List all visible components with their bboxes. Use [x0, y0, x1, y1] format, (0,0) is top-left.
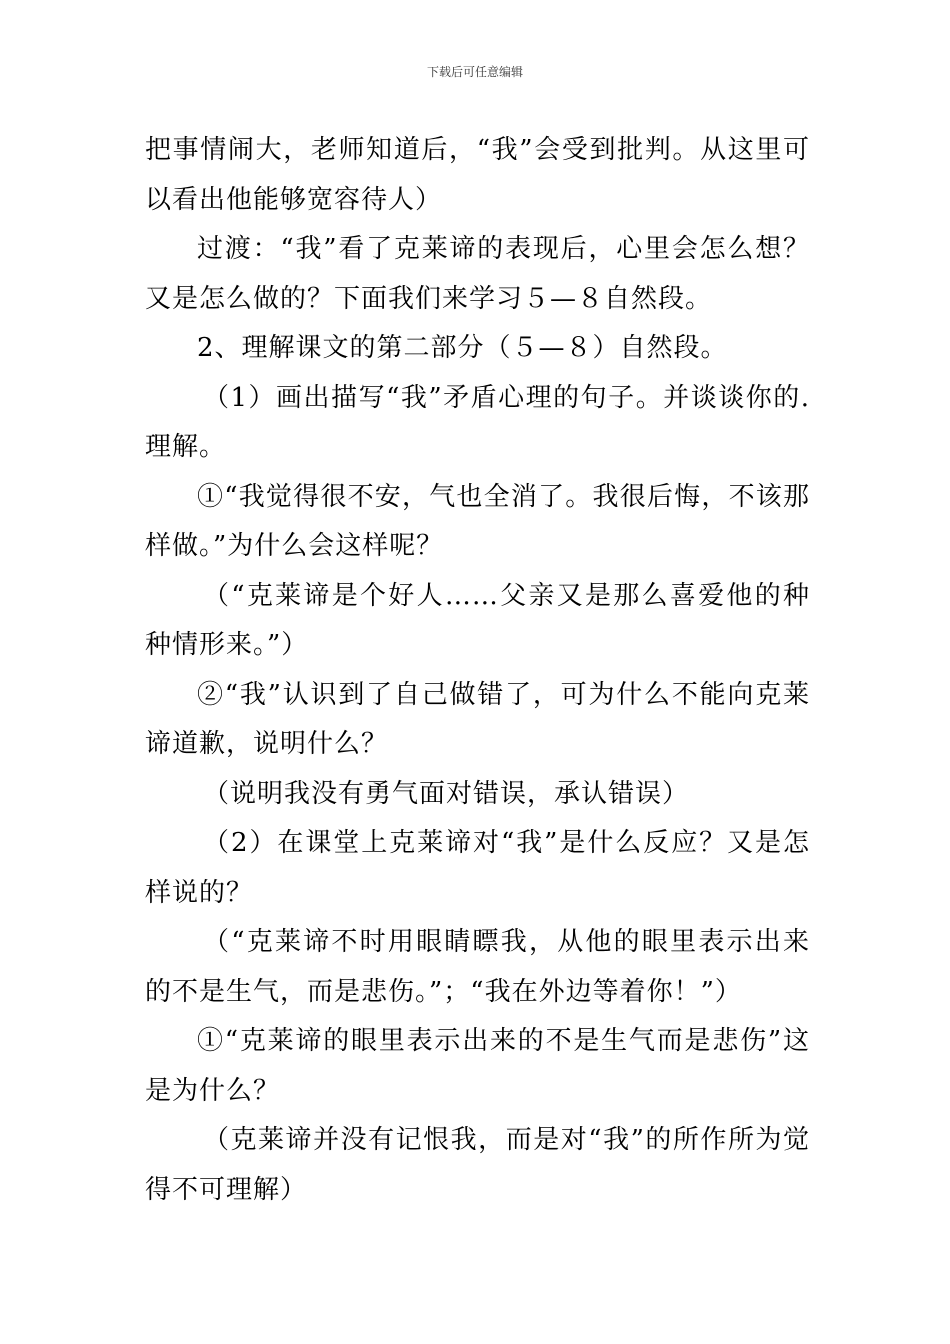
paragraph-1: 把事情闹大，老师知道后，“我”会受到批判。从这里可以看出他能够宽容待人） — [145, 135, 810, 215]
paragraph-7: ②“我”认识到了自己做错了，可为什么不能向克莱谛道歉，说明什么？ — [145, 679, 810, 759]
paragraph-12: （克莱谛并没有记恨我，而是对“我”的所作所为觉得不可理解） — [145, 1125, 810, 1205]
paragraph-3: 2、理解课文的第二部分（５—８）自然段。 — [197, 333, 728, 363]
paragraph-4: （1）画出描写“我”矛盾心理的句子。并谈谈你的.理解。 — [145, 382, 810, 462]
paragraph-6: （“克莱谛是个好人……父亲又是那么喜爱他的种种情形来。”） — [145, 580, 810, 660]
paragraph-10: （“克莱谛不时用眼睛瞟我，从他的眼里表示出来的不是生气，而是悲伤。”；“我在外边等着你！”） — [145, 927, 810, 1007]
paragraph-11: ①“克莱谛的眼里表示出来的不是生气而是悲伤”这是为什么？ — [145, 1026, 810, 1106]
paragraph-5: ①“我觉得很不安，气也全消了。我很后悔，不该那样做。”为什么会这样呢？ — [145, 481, 810, 561]
paragraph-2: 过渡：“我”看了克莱谛的表现后，心里会怎么想？又是怎么做的？下面我们来学习５—８自然段。 — [145, 234, 810, 314]
document-body — [145, 126, 810, 1215]
paragraph-8: （说明我没有勇气面对错误，承认错误） — [203, 778, 690, 809]
page-header: 下载后可任意编辑 — [426, 65, 523, 79]
paragraph-9: （2）在课堂上克莱谛对“我”是什么反应？又是怎样说的？ — [145, 828, 810, 908]
